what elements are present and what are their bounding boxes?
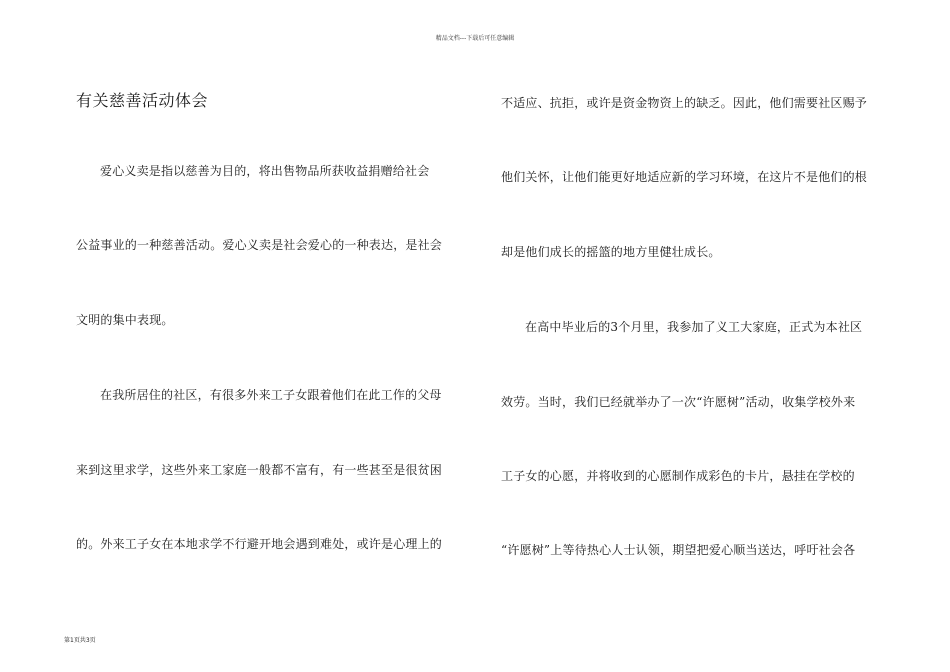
paragraph-line: 爱心义卖是指以慈善为目的，将出售物品所获收益捐赠给社会 [100, 164, 430, 178]
paragraph-line: 来到这里求学，这些外来工家庭一般都不富有，有一些甚至是很贫困 [76, 463, 443, 477]
document-title: 有关慈善活动体会 [76, 91, 209, 110]
page-number: 第1页共3页 [64, 637, 96, 644]
paragraph-line: 却是他们成长的摇篮的地方里健壮成长。 [501, 245, 721, 259]
paragraph-line: 公益事业的一种慈善活动。爱心义卖是社会爱心的一种表达，是社会 [76, 238, 443, 252]
paragraph-line: “许愿树”上等待热心人士认领，期望把爱心顺当送达，呼吁社会各 [501, 543, 856, 557]
paragraph-line: 在高中毕业后的3个月里，我参加了义工大家庭，正式为本社区 [525, 320, 863, 334]
header-note: 精品文档---下载后可任意编辑 [435, 35, 515, 42]
paragraph-line: 他们关怀，让他们能更好地适应新的学习环境，在这片不是他们的根 [501, 170, 868, 184]
paragraph-line: 文明的集中表现。 [76, 313, 174, 327]
paragraph-line: 的。外来工子女在本地求学不行避开地会遇到难处，或许是心理上的 [76, 537, 443, 551]
paragraph-line: 工子女的心愿，并将收到的心愿制作成彩色的卡片，悬挂在学校的 [501, 469, 855, 483]
paragraph-line: 在我所居住的社区，有很多外来工子女跟着他们在此工作的父母 [100, 388, 442, 402]
paragraph-line: 不适应、抗拒，或许是资金物资上的缺乏。因此，他们需要社区赐予 [501, 96, 868, 110]
paragraph-line: 效劳。当时，我们已经就举办了一次“许愿树”活动，收集学校外来 [501, 395, 856, 409]
